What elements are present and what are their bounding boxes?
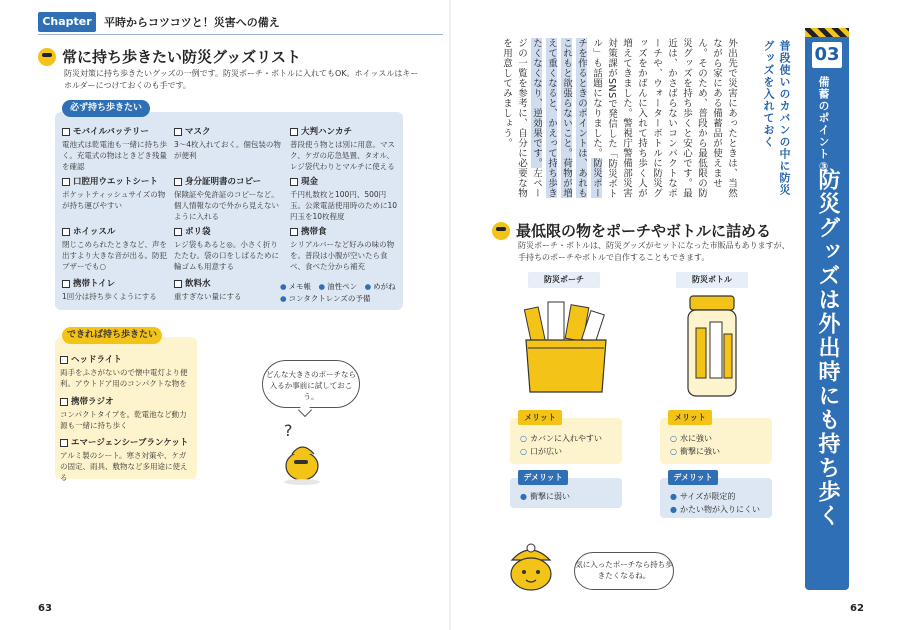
checkbox-icon	[174, 128, 182, 136]
page-number: 62	[850, 603, 864, 614]
list-item: 飲料水 重すぎない量にする	[174, 279, 242, 301]
checkbox-icon	[62, 228, 70, 236]
list-item: ○ 衝撃に強い	[670, 447, 720, 456]
list-item: ポリ袋 レジ袋もあると◎。小さく折りたたむ。袋の口をしばるために輪ゴムも用意する	[174, 227, 279, 271]
point-title: 防災グッズは外出時にも持ち歩く	[815, 168, 840, 528]
svg-text:?: ?	[284, 421, 293, 440]
checkbox-icon	[62, 178, 70, 186]
bottle-illustration-icon	[682, 294, 742, 400]
bottle-merit-label: メリット	[668, 410, 712, 425]
checkbox-icon	[62, 280, 70, 288]
list-item: 身分証明書のコピー 保険証や免許証のコピーなど。個人情報なので外から見えないように入れる	[174, 177, 279, 221]
list-item: ヘッドライト 両手をふさがないので懐中電灯より便利。アウトドア用のコンパクトな物を	[60, 355, 188, 388]
pouch-caption: 防災ポーチ	[528, 272, 600, 288]
list-item: 携帯食 シリアルバーなど好みの味の物を。普段は小腹が空いたら食べ、食べた分から補充	[290, 227, 395, 271]
section-heading-list	[38, 46, 301, 67]
extra-items-list: ● メモ帳 ● 油性ペン ● めがね ● コンタクトレンズの予備	[280, 282, 396, 303]
chapter-title: 平時からコツコツと！災害への備え	[104, 16, 280, 29]
list-item: 携帯トイレ 1回分は持ち歩くようにする	[62, 279, 157, 301]
list-item: 大判ハンカチ 普段使う物とは別に用意。マスク、ケガの応急処置、タオル、レジ袋代わりとマルチに使える	[290, 127, 395, 171]
must-carry-label: 必ず持ち歩きたい	[62, 100, 150, 117]
section-subtitle: 防災ポーチ・ボトルは、防災グッズがセットになった市販品もありますが、手持ちのポーチやボトルで自作することもできます。	[518, 241, 790, 262]
list-item: ● かたい物が入りにくい	[670, 505, 760, 514]
section-subtitle: 防災対策に持ち歩きたいグッズの一例です。防災ポーチ・ボトルに入れてもOK。ホイッスルはキーホルダーにつけておくのも手です。	[64, 69, 419, 90]
checkbox-icon	[174, 228, 182, 236]
list-item: ○ 口が広い	[520, 447, 562, 456]
checkbox-icon	[60, 439, 68, 447]
checkbox-icon	[60, 356, 68, 364]
mascot-thinking-icon	[272, 420, 336, 490]
pouch-merit-label: メリット	[518, 410, 562, 425]
optional-carry-label: できれば持ち歩きたい	[62, 327, 162, 344]
header-rule	[38, 34, 443, 35]
hazard-stripe	[805, 28, 849, 37]
chapter-label: Chapter 2	[38, 12, 96, 32]
section-title: 最低限の物をポーチやボトルに詰める	[516, 222, 772, 240]
list-item: ● サイズが限定的	[670, 492, 736, 501]
checkbox-icon	[290, 128, 298, 136]
list-item: ホイッスル 閉じこめられたときなど、声を出すより大きな音が出る。防犯ブザーでも○	[62, 227, 167, 271]
list-item: ○ 水に強い	[670, 434, 712, 443]
list-item: 携帯ラジオ コンパクトタイプを。乾電池など動力源も一緒に持ち歩く	[60, 397, 187, 430]
point-number: 03	[812, 42, 842, 68]
checkbox-icon	[60, 398, 68, 406]
bottle-demerit-label: デメリット	[668, 470, 718, 485]
page-number: 63	[38, 603, 52, 614]
point-label: 備蓄のポイント③	[817, 76, 830, 174]
pouch-illustration-icon	[520, 296, 612, 396]
checkbox-icon	[174, 178, 182, 186]
list-item: マスク 3～4枚入れておく。個包装の物が便利	[174, 127, 281, 160]
list-item: 現金 千円札数枚と100円、500円玉。公衆電話使用時のために10円玉を10枚程度	[290, 177, 398, 221]
list-item: ○ カバンに入れやすい	[520, 434, 602, 443]
section-title: 常に持ち歩きたい防災グッズリスト	[62, 48, 301, 66]
mascot-helmet-icon	[500, 538, 562, 594]
vertical-body-text: 外出先で災害にあったときは、当然ながら家にある備蓄品が使えません。そのため、普段から最低限の防災グッズを持ち歩くと安心です。最近は、かさばらないコンパクトなポーチや、ウォーターボトルに防災グッズをかばんに入れて持ち歩く人が増えてきました。警視庁警備部災害対策課がSNSで発信した「防災ボトル」も話題になりました。防災ポーチを作るときのポイントは、あれもこれもと欲張らないこと。荷物が増えて重くなると、かえって持ち歩きたくなくなり、逆効果です。左ページの一覧を参考に、自分に必要な物を用意してみましょう。	[501, 38, 737, 199]
text-heading: 普段使いのカバンの中に防災グッズを入れておく	[762, 40, 791, 196]
list-item: ● 衝撃に弱い	[520, 492, 570, 501]
mascot-face-icon	[492, 222, 510, 240]
mascot-face-icon	[38, 48, 56, 66]
speech-bubble: 気に入ったポーチなら持ち歩きたくなるね。	[574, 552, 674, 590]
checkbox-icon	[62, 128, 70, 136]
list-item: モバイルバッテリー 電池式は乾電池も一緒に持ち歩く。充電式の物はときどき残量を確認	[62, 127, 167, 171]
pouch-demerit-label: デメリット	[518, 470, 568, 485]
checkbox-icon	[290, 178, 298, 186]
checkbox-icon	[174, 280, 182, 288]
list-item: エマージェンシーブランケット アルミ製のシート。寒さ対策や、ケガの固定、雨具、敷物など多用途に使える	[60, 438, 189, 482]
section-heading-pouch	[492, 220, 771, 241]
list-item: 口腔用ウエットシート ポケットティッシュサイズの物が持ち運びやすい	[62, 177, 166, 210]
checkbox-icon	[290, 228, 298, 236]
bottle-caption: 防災ボトル	[676, 272, 748, 288]
speech-bubble: どんな大きさのポーチなら入るか事前に試しておこう。	[262, 360, 360, 408]
